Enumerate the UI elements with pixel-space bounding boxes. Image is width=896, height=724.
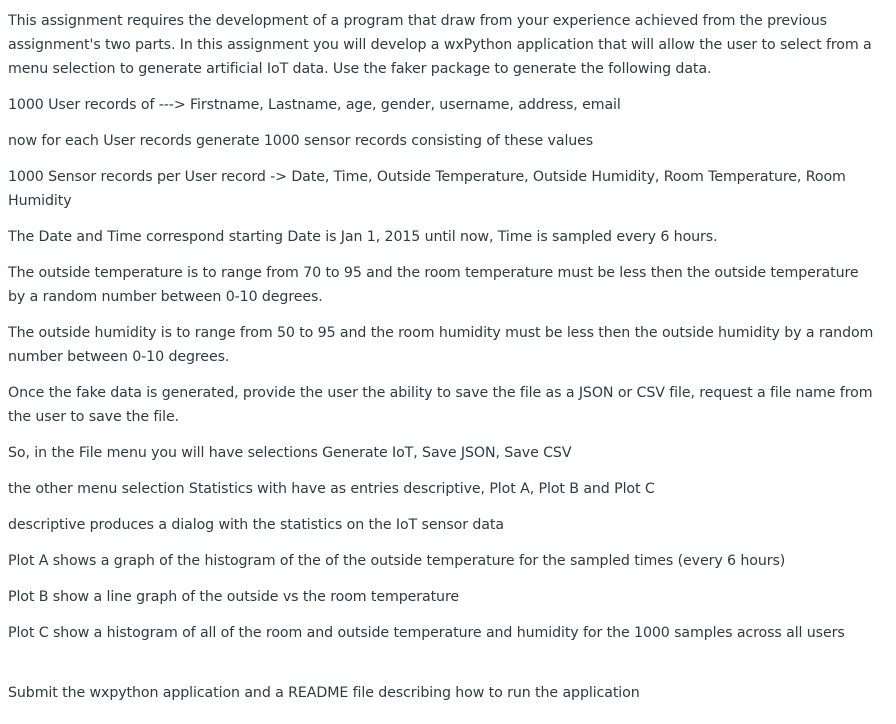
paragraph-temperature: The outside temperature is to range from 70 to 95 and the room temperature must be less then the outside temperature by a random number between 0-10 degrees. (8, 265, 859, 305)
paragraph-plot-b: Plot B show a line graph of the outside vs the room temperature (8, 589, 459, 605)
paragraph-statistics-menu: the other menu selection Statistics with have as entries descriptive, Plot A, Plot B and Plot C (8, 481, 655, 497)
paragraph-user-records: 1000 User records of ---> Firstname, Lastname, age, gender, username, address, email (8, 97, 621, 113)
paragraph-plot-a: Plot A shows a graph of the histogram of the of the outside temperature for the sampled times (every 6 hours) (8, 553, 786, 569)
paragraph-date-time: The Date and Time correspond starting Date is Jan 1, 2015 until now, Time is sampled every 6 hours. (8, 229, 718, 245)
paragraph-sensor-fields: 1000 Sensor records per User record -> Date, Time, Outside Temperature, Outside Humidity, Room Temperature, Room Humidity (8, 169, 846, 209)
paragraph-file-menu: So, in the File menu you will have selections Generate IoT, Save JSON, Save CSV (8, 445, 572, 461)
paragraph-humidity: The outside humidity is to range from 50 to 95 and the room humidity must be less then the outside humidity by a random number between 0-10 degrees. (8, 325, 874, 365)
assignment-text (8, 9, 878, 717)
paragraph-intro: This assignment requires the development of a program that draw from your experience achieved from the previous assignment's two parts. In this assignment you will develop a wxPython application that will allow the user to select from a menu selection to generate artificial IoT data. Use the faker package to generate the following data. (8, 13, 872, 77)
paragraph-sensor-intro: now for each User records generate 1000 sensor records consisting of these values (8, 133, 594, 149)
paragraph-plot-c: Plot C show a histogram of all of the room and outside temperature and humidity for the 1000 samples across all users (8, 625, 845, 641)
paragraph-submit: Submit the wxpython application and a README file describing how to run the application (8, 685, 640, 701)
paragraph-save: Once the fake data is generated, provide the user the ability to save the file as a JSON or CSV file, request a file name from the user to save the file. (8, 385, 873, 425)
paragraph-descriptive: descriptive produces a dialog with the statistics on the IoT sensor data (8, 517, 504, 533)
